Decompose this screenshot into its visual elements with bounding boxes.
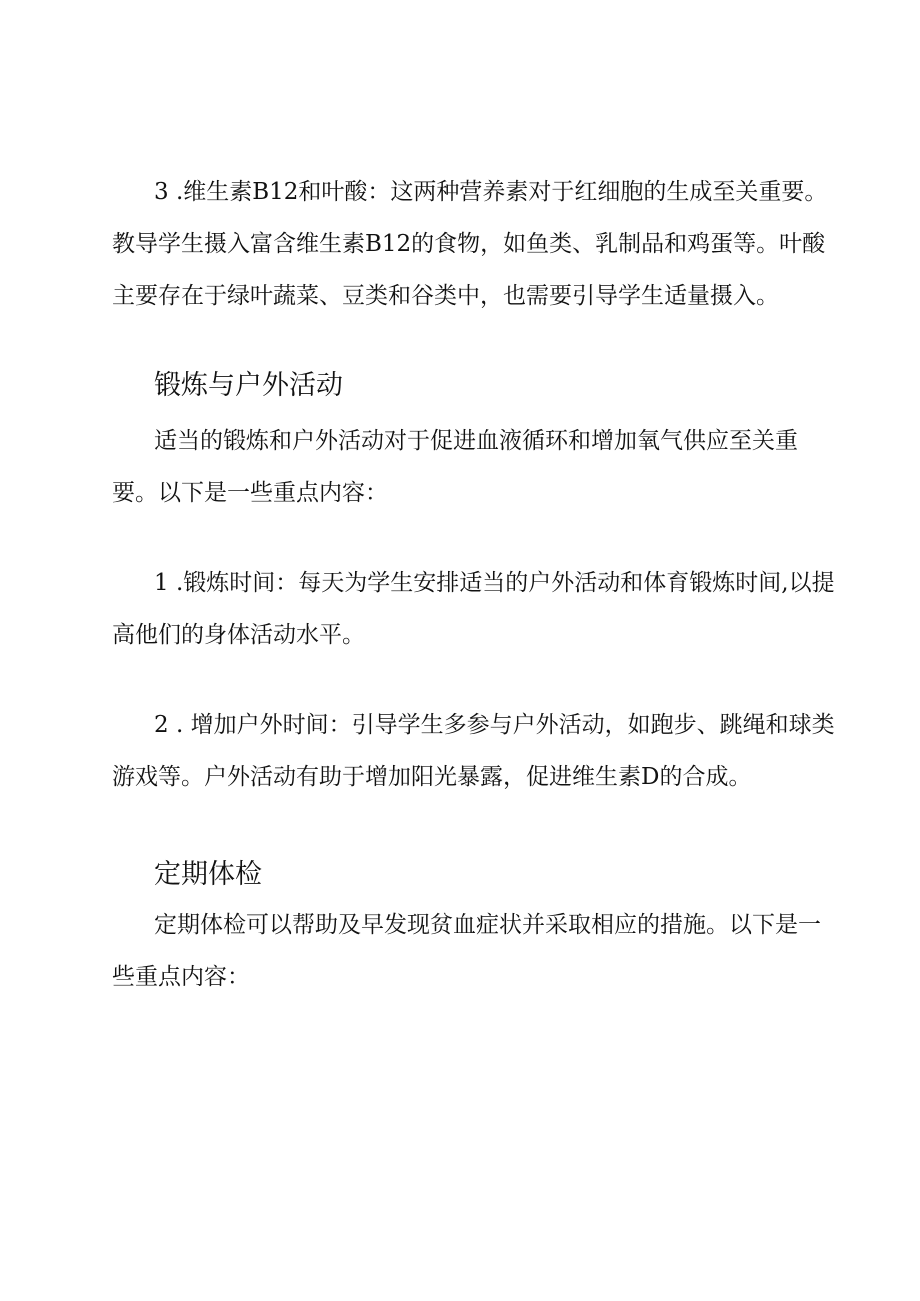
section-heading-checkup: 定期体检: [154, 859, 262, 890]
paragraph-vitamin-b12-folate: 3 .维生素B12和叶酸：这两种营养素对于红细胞的生成至关重要。教导学生摄入富含维生素B12的食物，如鱼类、乳制品和鸡蛋等。叶酸主要存在于绿叶蔬菜、豆类和谷类中，也需要引导学生适量摄入。: [112, 179, 828, 309]
paragraph-outdoor-time: 2 . 增加户外时间：引导学生多参与户外活动，如跑步、跳绳和球类游戏等。户外活动有助于增加阳光暴露，促进维生素D的合成。: [112, 712, 835, 790]
paragraph-checkup-intro: 定期体检可以帮助及早发现贫血症状并采取相应的措施。以下是一些重点内容：: [112, 912, 821, 990]
section-heading-exercise: 锻炼与户外活动: [154, 370, 343, 401]
paragraph-exercise-intro: 适当的锻炼和户外活动对于促进血液循环和增加氧气供应至关重要。以下是一些重点内容：: [112, 428, 798, 506]
paragraph-exercise-time: 1 .锻炼时间：每天为学生安排适当的户外活动和体育锻炼时间,以提高他们的身体活动水平。: [112, 570, 835, 648]
